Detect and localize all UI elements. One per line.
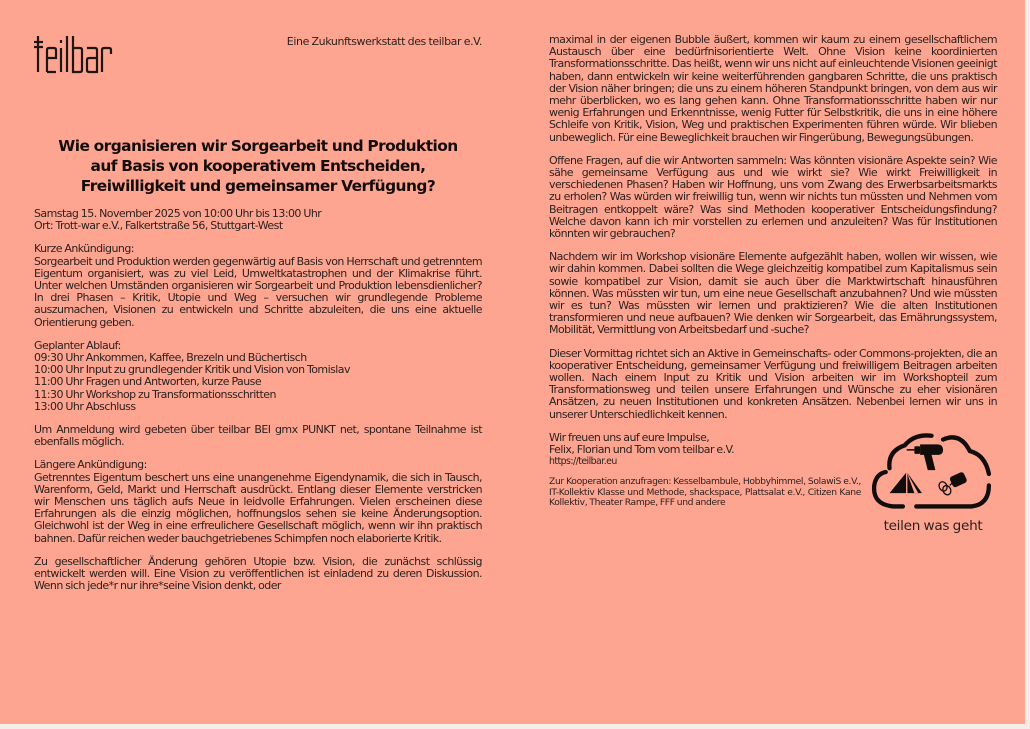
schedule-item: 11:00 Uhr Fragen und Antworten, kurze Pause	[34, 375, 262, 389]
cloud-logo-caption: teilen was geht	[883, 517, 983, 534]
right-column	[549, 34, 997, 534]
page-title	[34, 136, 482, 196]
audience-paragraph: Dieser Vormittag richtet sich an Aktive in Gemeinschafts- oder Commons-projekten, die an kooperativer Entscheidung, gemeinsamer Verfügung und freiwilligem Beitragen arbeiten wollen. Nach einem Input zu Kritik und Vision arbeiten wir im Workshopteil zum Transformationsweg und teilen unsere Erfahrungen und Wünsche zu eher visionären Ansätzen, zu neuen Institutionen und konkreten Ansätzen. Nebenbei lernen wir uns in unserer Unterschiedlichkeit kennen.	[549, 346, 997, 421]
schedule-item: 10:00 Uhr Input zu grundlegender Kritik und Vision von Tomislav	[34, 363, 350, 377]
long-announcement-paragraph-continued: maximal in der eigenen Bubble äußert, kommen wir kaum zu einem gesellschaftlichem Austausch über eine bedürfnisorientierte Welt. Ohne Vision keine koordinierten Transformationsschritte. Das heißt, wenn wir uns nicht auf einleuchtende Visionen geeinigt haben, dann entwickeln wir keine weiterführenden gangbaren Schritte, die uns praktisch der Vision näher bringen; die uns zu einem höheren Standpunkt bringen, von dem aus wir mehr überblicken, wo es lang gehen kann. Ohne Transformationsschritte haben wir nur wenig Erfahrungen und Erkenntnisse, wenig Futter für Selbstkritik, die uns in eine höhere Schleife von Kritik, Vision, Weg und praktischen Experimenten führen würde. Wir blieben unbeweglich. Für eine Beweglichkeit brauchen wir Fingerübung, Bewegungsübungen.	[549, 33, 997, 144]
website-link[interactable]: https://teilbar.eu	[549, 456, 617, 468]
schedule-item: 09:30 Uhr Ankommen, Kaffee, Brezeln und Büchertisch	[34, 351, 307, 365]
tagline: Eine Zukunftswerkstatt des teilbar e.V.	[286, 35, 482, 48]
teilbar-logo	[34, 34, 116, 74]
event-details	[34, 208, 482, 232]
closing-greeting: Wir freuen uns auf eure Impulse,	[549, 430, 710, 444]
schedule-item: 11:30 Uhr Workshop zu Transformationsschritten	[34, 387, 276, 401]
event-location: Ort: Trott-war e.V., Falkertstraße 56, Stuttgart-West	[34, 219, 283, 233]
header	[34, 34, 482, 76]
title-line: auf Basis von kooperativem Entscheiden,	[90, 157, 426, 175]
short-announcement-text: Sorgearbeit und Produktion werden gegenwärtig auf Basis von Herrschaft und getrenntem Eigentum organisiert, was zu viel Leid, Umweltkatastrophen und der Klimakrise führt. Unter welchen Umständen organisieren wir Sorgearbeit und Produktion lebensdienlicher? In drei Phasen – Kritik, Utopie und Weg – versuchen wir grundlegende Probleme auszumachen, Visionen zu entwickeln und Schritte abzuleiten, die uns eine aktuelle Orientierung geben.	[34, 254, 482, 329]
footer-area	[549, 432, 997, 534]
title-line: Freiwilligkeit und gemeinsamer Verfügung?	[80, 177, 436, 195]
cloud-logo-block	[865, 430, 1001, 534]
closing-signature: Felix, Florian und Tom vom teilbar e.V.	[549, 443, 735, 457]
cloud-logo	[868, 430, 998, 516]
long-announcement-heading: Längere Ankündigung:	[34, 458, 147, 472]
long-announcement-paragraph: Zu gesellschaftlicher Änderung gehören Utopie bzw. Vision, die zunächst schlüssig entwickelt werden will. Eine Vision zu veröffentlichen ist einladend zu deren Diskussion. Wenn sich jede*r nur ihre*seine Vision denkt, oder	[34, 554, 482, 593]
long-announcement	[34, 459, 482, 544]
schedule-item: 13:00 Uhr Abschluss	[34, 399, 136, 413]
cooperation-note: Zur Kooperation anzufragen: Kesselbambule, Hobbyhimmel, SolawiS e.V., IT-Kollektiv Klasse und Methode, shackspace, Plattsalat e.V., Citizen Kane Kollektiv, Theater Rampe, FFF und andere	[549, 476, 861, 509]
registration-note: Um Anmeldung wird gebeten über teilbar BEI gmx PUNKT net, spontane Teilnahme ist ebenfalls möglich.	[34, 423, 482, 449]
drill-icon	[907, 444, 943, 470]
closing	[549, 432, 861, 509]
mixer-icon	[938, 471, 968, 496]
title-line: Wie organisieren wir Sorgearbeit und Produktion	[58, 137, 458, 155]
schedule	[34, 340, 482, 413]
short-announcement	[34, 243, 482, 328]
schedule-heading: Geplanter Ablauf:	[34, 338, 121, 352]
short-announcement-heading: Kurze Ankündigung:	[34, 242, 134, 256]
open-questions-paragraph: Offene Fragen, auf die wir Antworten sammeln: Was könnten visionäre Aspekte sein? Wie sähe gemeinsame Verfügung aus und wie wirkt sie? Wie wirkt Freiwilligkeit in verschiedenen Phasen? Haben wir Hoffnung, uns vom Zwang des Erwerbsarbeitsmarkts zu erholen? Was würden wir freiwillig tun, wenn wir nichts tun müssten und Nehmen vom Beitragen entkoppelt wäre? Was sind Methoden kooperativer Entscheidungsfindung? Welche davon kann ich mir vorstellen zu erlernen und anzuleiten? Was für Institutionen könnten wir gebrauchen?	[549, 153, 997, 241]
event-date: Samstag 15. November 2025 von 10:00 Uhr bis 13:00 Uhr	[34, 207, 322, 220]
tent-icon	[890, 472, 922, 495]
long-announcement-paragraph: Getrenntes Eigentum beschert uns eine unangenehme Eigendynamik, die sich in Tausch, Warenform, Geld, Markt und Herrschaft ausdrückt. Entlang dieser Elemente verstricken wir Menschen uns täglich aufs Neue in leidvolle Erfahrungen. Vielen erscheinen diese Erfahrungen als die einzig möglichen, hoffnungslos sehen sie keine Änderungsoption. Gleichwohl ist der Weg in eine erfreulichere Gesellschaft möglich, wenn wir ihn praktisch bahnen. Dafür reichen weder bauchgetriebenes Schimpfen noch elaborierte Kritik.	[34, 470, 482, 545]
left-column	[34, 0, 482, 592]
workshop-paragraph: Nachdem wir im Workshop visionäre Elemente aufgezählt haben, wollen wir wissen, wie wir dahin kommen. Dabei sollten die Wege gleichzeitig kompatibel zum Kapitalismus sein sowie kompatibel zur Vision, damit sie auch über die Marktwirtschaft hinausführen können. Was müssten wir tun, um eine neue Gesellschaft anzubahnen? Und wie müssten wir es tun? Was müssten wir lernen und praktizieren? Wie die alten Institutionen transformieren und neue aufbauen? Wie denken wir Sorgearbeit, das Ernährungssystem, Mobilität, Vermittlung von Arbeitsbedarf und -suche?	[549, 250, 997, 337]
